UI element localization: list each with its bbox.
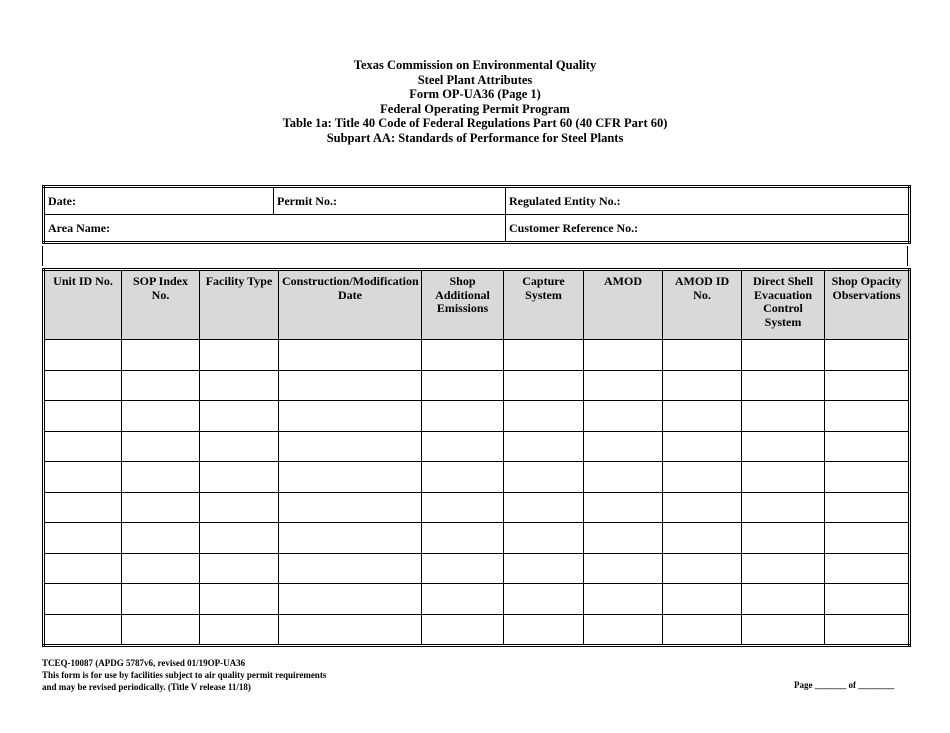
table-cell[interactable] xyxy=(825,462,910,493)
table-cell[interactable] xyxy=(825,553,910,584)
table-cell[interactable] xyxy=(663,614,742,646)
table-cell[interactable] xyxy=(122,431,200,462)
col-sop-index: SOP Index No. xyxy=(122,270,200,340)
table-cell[interactable] xyxy=(504,401,584,432)
table-cell[interactable] xyxy=(122,370,200,401)
table-cell[interactable] xyxy=(44,401,122,432)
table-cell[interactable] xyxy=(504,340,584,371)
table-spacer xyxy=(42,246,908,266)
table-cell[interactable] xyxy=(584,553,663,584)
table-cell[interactable] xyxy=(200,462,279,493)
table-cell[interactable] xyxy=(742,553,825,584)
table-cell[interactable] xyxy=(200,553,279,584)
attributes-table xyxy=(42,268,911,647)
table-cell[interactable] xyxy=(825,431,910,462)
table-cell[interactable] xyxy=(742,370,825,401)
table-cell[interactable] xyxy=(742,340,825,371)
table-cell[interactable] xyxy=(422,401,504,432)
table-cell[interactable] xyxy=(825,584,910,615)
table-cell[interactable] xyxy=(742,614,825,646)
table-cell[interactable] xyxy=(122,523,200,554)
table-cell[interactable] xyxy=(663,523,742,554)
table-cell[interactable] xyxy=(825,401,910,432)
area-name-field[interactable]: Area Name: xyxy=(44,215,506,243)
table-cell[interactable] xyxy=(122,401,200,432)
table-cell[interactable] xyxy=(742,523,825,554)
table-row xyxy=(44,523,910,554)
col-amod: AMOD xyxy=(584,270,663,340)
table-cell[interactable] xyxy=(200,370,279,401)
info-table xyxy=(42,185,911,244)
table-cell[interactable] xyxy=(44,431,122,462)
table-cell[interactable] xyxy=(422,370,504,401)
col-shop-additional-emissions: Shop Additional Emissions xyxy=(422,270,504,340)
table-cell[interactable] xyxy=(200,431,279,462)
col-unit-id: Unit ID No. xyxy=(44,270,122,340)
table-cell[interactable] xyxy=(44,553,122,584)
table-cell[interactable] xyxy=(44,370,122,401)
col-direct-shell-evacuation: Direct Shell Evacuation Control System xyxy=(742,270,825,340)
table-cell[interactable] xyxy=(663,431,742,462)
table-cell[interactable] xyxy=(584,584,663,615)
table-cell[interactable] xyxy=(742,462,825,493)
table-row xyxy=(44,340,910,371)
table-row xyxy=(44,401,910,432)
form-footer xyxy=(42,657,326,693)
table-cell[interactable] xyxy=(279,370,422,401)
col-shop-opacity: Shop Opacity Observations xyxy=(825,270,910,340)
col-construction-date: Construction/Modification Date xyxy=(279,270,422,340)
table-cell[interactable] xyxy=(663,584,742,615)
table-cell[interactable] xyxy=(584,370,663,401)
table-cell[interactable] xyxy=(422,340,504,371)
table-cell[interactable] xyxy=(279,584,422,615)
table-row xyxy=(44,584,910,615)
table-cell[interactable] xyxy=(122,340,200,371)
table-cell[interactable] xyxy=(279,614,422,646)
table-cell[interactable] xyxy=(584,462,663,493)
table-row xyxy=(44,370,910,401)
table-cell[interactable] xyxy=(504,614,584,646)
table-cell[interactable] xyxy=(422,431,504,462)
table-cell[interactable] xyxy=(504,462,584,493)
table-cell[interactable] xyxy=(663,370,742,401)
regulated-entity-field[interactable]: Regulated Entity No.: xyxy=(506,187,910,215)
table-cell[interactable] xyxy=(663,401,742,432)
table-cell[interactable] xyxy=(663,340,742,371)
table-cell[interactable] xyxy=(584,340,663,371)
table-cell[interactable] xyxy=(200,584,279,615)
table-cell[interactable] xyxy=(44,462,122,493)
table-cell[interactable] xyxy=(825,370,910,401)
table-cell[interactable] xyxy=(742,431,825,462)
table-cell[interactable] xyxy=(44,614,122,646)
table-cell[interactable] xyxy=(122,584,200,615)
table-cell[interactable] xyxy=(422,584,504,615)
table-cell[interactable] xyxy=(584,401,663,432)
col-amod-id: AMOD ID No. xyxy=(663,270,742,340)
table-row xyxy=(44,553,910,584)
table-cell[interactable] xyxy=(44,584,122,615)
table-cell[interactable] xyxy=(825,340,910,371)
table-cell[interactable] xyxy=(584,614,663,646)
table-cell[interactable] xyxy=(504,492,584,523)
table-cell[interactable] xyxy=(122,462,200,493)
table-cell[interactable] xyxy=(44,523,122,554)
table-cell[interactable] xyxy=(279,553,422,584)
table-cell[interactable] xyxy=(422,462,504,493)
table-cell[interactable] xyxy=(44,492,122,523)
table-cell[interactable] xyxy=(663,492,742,523)
table-cell[interactable] xyxy=(279,462,422,493)
table-row xyxy=(44,492,910,523)
agency-title: Texas Commission on Environmental Quality xyxy=(353,58,597,72)
customer-reference-field[interactable]: Customer Reference No.: xyxy=(506,215,910,243)
header-row xyxy=(44,270,910,340)
table-cell[interactable] xyxy=(279,523,422,554)
table-cell[interactable] xyxy=(200,401,279,432)
table-cell[interactable] xyxy=(44,340,122,371)
table-cell[interactable] xyxy=(122,614,200,646)
table-cell[interactable] xyxy=(122,553,200,584)
form-number: Form OP-UA36 (Page 1) xyxy=(409,87,541,101)
table-cell[interactable] xyxy=(279,340,422,371)
table-cell[interactable] xyxy=(200,614,279,646)
col-facility-type: Facility Type xyxy=(200,270,279,340)
table-cell[interactable] xyxy=(122,492,200,523)
table-cell[interactable] xyxy=(742,584,825,615)
form-release-note: and may be revised periodically. (Title V release 11/18) xyxy=(42,682,251,692)
program-name: Federal Operating Permit Program xyxy=(380,101,570,116)
table-cell[interactable] xyxy=(422,553,504,584)
table-cell[interactable] xyxy=(584,431,663,462)
form-usage-note: This form is for use by facilities subject to air quality permit requirements xyxy=(42,670,327,680)
table-cell[interactable] xyxy=(504,370,584,401)
page-number[interactable]: Page _______ of ________ xyxy=(794,680,895,690)
table-cell[interactable] xyxy=(825,523,910,554)
table-cell[interactable] xyxy=(584,523,663,554)
table-cell[interactable] xyxy=(742,492,825,523)
table-cell[interactable] xyxy=(422,492,504,523)
table-cell[interactable] xyxy=(200,340,279,371)
table-body xyxy=(44,340,910,646)
col-capture-system: Capture System xyxy=(504,270,584,340)
table-cell[interactable] xyxy=(663,553,742,584)
table-row xyxy=(44,431,910,462)
table-cell[interactable] xyxy=(279,431,422,462)
table-cell[interactable] xyxy=(422,523,504,554)
subpart-title: Subpart AA: Standards of Performance for Steel Plants xyxy=(326,130,624,145)
table-cell[interactable] xyxy=(742,401,825,432)
table-cell[interactable] xyxy=(504,523,584,554)
form-revision: TCEQ-10087 (APDG 5787v6, revised 01/19OP-UA36 xyxy=(42,658,246,668)
form-header xyxy=(0,58,950,145)
table-cell[interactable] xyxy=(504,431,584,462)
table-cell[interactable] xyxy=(422,614,504,646)
table-cell[interactable] xyxy=(825,492,910,523)
table-cell[interactable] xyxy=(663,462,742,493)
table-cell[interactable] xyxy=(584,492,663,523)
table-row xyxy=(44,614,910,646)
form-subject: Steel Plant Attributes xyxy=(417,72,533,87)
table-cell[interactable] xyxy=(504,584,584,615)
table-row xyxy=(44,462,910,493)
table-cell[interactable] xyxy=(279,401,422,432)
table-title: Table 1a: Title 40 Code of Federal Regulations Part 60 (40 CFR Part 60) xyxy=(282,116,668,130)
permit-number-field[interactable]: Permit No.: xyxy=(274,187,506,215)
table-cell[interactable] xyxy=(504,553,584,584)
table-cell[interactable] xyxy=(200,523,279,554)
date-field[interactable]: Date: xyxy=(44,187,274,215)
table-cell[interactable] xyxy=(200,492,279,523)
table-cell[interactable] xyxy=(279,492,422,523)
table-cell[interactable] xyxy=(825,614,910,646)
